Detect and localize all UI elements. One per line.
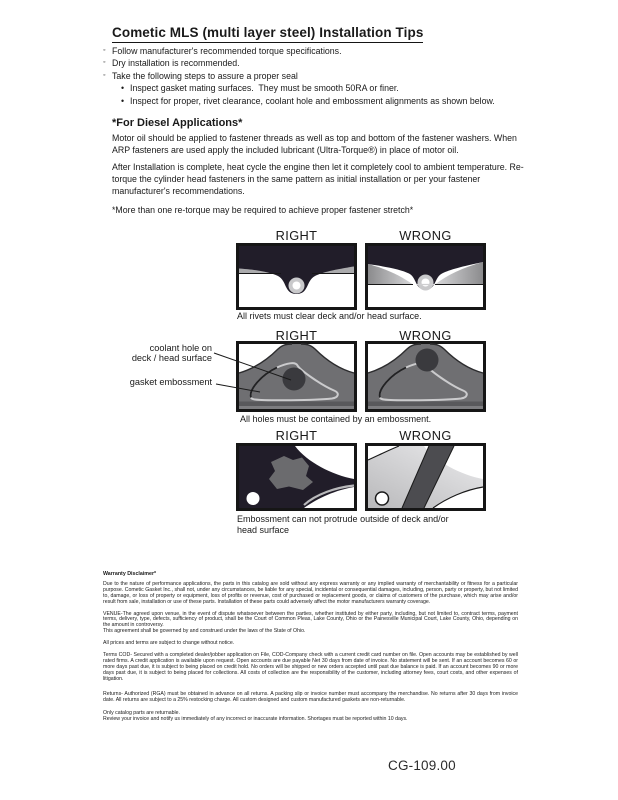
disclaimer-paragraph: VENUE-The agreed upon venue, in the event of dispute whatsoever between the parties, whether instituted by either party, including, but not limited to, contract terms, payment terms, delivery, type, defects, sufficiency of product, shall be the Court of Common Pleas, Lake County, Ohio or the Painesville Municipal Court, Lake County, Ohio, depending on the amount in controversy. [103, 610, 518, 629]
wrong-label: WRONG [399, 328, 452, 343]
right-label: RIGHT [275, 428, 318, 443]
figure-rivet-wrong [365, 243, 486, 310]
tip-text: Dry installation is recommended. [112, 58, 240, 69]
disclaimer-paragraph: Returns- Authorized (RGA) must be obtained in advance on all returns. A packing slip or invoice number must accompany the merchandise. No returns after 30 days from invoice date. All returns are subject to a 25% restocking charge. All custom designed and custom manufactured gaskets are non-returnable. [103, 690, 518, 703]
disclaimer-paragraph: Due to the nature of performance applications, the parts in this catalog are sold without any express warranty or any implied warranty of merchantability or fitness for a particular purpose. Cometic Gasket Inc., shall not, under any circumstances, be liable for any special, incidental or consequential damages, including, person, party or property, but not limited to, damage, or loss of property or equipment, loss of profits or revenue, cost of purchased or replacement goods, or claims of customers of the purchase, which may arise and/or result from sale, installation or use of these parts. Installation of these parts could adversely affect the motor manufacturers warranty coverage. [103, 580, 518, 605]
tip-text: Inspect gasket mating surfaces. They must be smooth 50RA or finer. [130, 83, 399, 94]
dot-bullet-icon: • [121, 83, 125, 94]
figure-hole-wrong [365, 341, 486, 412]
tip-text: Follow manufacturer's recommended torque specifications. [112, 46, 342, 56]
page-number: CG-109.00 [388, 758, 456, 773]
gasket-bottom-band [239, 406, 354, 409]
list-item [103, 57, 523, 69]
tip-text: Inspect for proper, rivet clearance, coolant hole and embossment alignments as shown below. [130, 95, 495, 106]
disclaimer-paragraph: This agreement shall be governed by and construed under the laws of the State of Ohio. [103, 628, 306, 635]
list-item [103, 95, 523, 107]
callout-text: coolant hole on [149, 343, 212, 353]
gasket-bottom-band [368, 406, 483, 409]
circle-bullet-icon: ◦ [103, 59, 106, 67]
right-label: RIGHT [275, 328, 318, 343]
dot-bullet-icon: • [121, 95, 125, 106]
page-title: Cometic MLS (multi layer steel) Installation Tips [112, 25, 423, 43]
callout-text: deck / head surface [131, 352, 212, 363]
circle-bullet-icon: ◦ [103, 71, 106, 79]
coolant-hole [283, 368, 306, 391]
wrong-label: WRONG [399, 228, 452, 243]
figure-caption-embossment: Embossment can not protrude outside of deck and/or head surface [237, 514, 452, 535]
figure-caption-rivets: All rivets must clear deck and/or head surface. [237, 311, 422, 321]
gasket-bottom-band [368, 402, 483, 407]
callout-gasket-embossment [96, 378, 212, 388]
figure-caption-holes: All holes must be contained by an embossment. [240, 414, 432, 424]
right-label: RIGHT [275, 228, 318, 243]
paragraph-retorque-note: *More than one re-torque may be required to achieve proper fastener stretch* [112, 205, 414, 215]
bolt-hole [247, 492, 260, 505]
disclaimer-heading: Warranty Disclaimer* [103, 571, 157, 577]
diesel-applications-heading: *For Diesel Applications* [112, 117, 243, 129]
disclaimer-paragraph: All prices and terms are subject to change without notice. [103, 640, 235, 647]
rivet-center [293, 282, 301, 290]
installation-tips-list [103, 45, 523, 107]
list-item [103, 45, 523, 57]
tip-text: Take the following steps to assure a proper seal [112, 70, 298, 81]
paragraph-motor-oil: Motor oil should be applied to fastener threads as well as top and bottom of the fastener washers. When ARP fasteners are used apply the included lubricant (Ultra-Torque®) in place of motor oil. [112, 133, 519, 156]
rivet-center [422, 279, 430, 287]
warranty-disclaimer [103, 572, 518, 723]
gasket-bottom-band [239, 402, 354, 407]
coolant-hole [416, 349, 439, 372]
disclaimer-paragraph: Terms COD- Secured with a completed dealer/jobber application on File, COD-Company check with a current credit card number on file. Open accounts may be established by well rated firms. A credit application is available upon request. Open accounts are due payable Net 30 days from date of invoice. No statement will be sent. If an account becomes 60 or more days past due, it is subject to being placed on credit hold. No orders will be shipped or new orders accepted until past due balance is paid. If an account becomes 90 or more days past due, it is subject to being placed for collections. All costs of collection are the responsibility of the customer, including attorney fees, court costs, and other expenses of litigation. [103, 652, 518, 682]
figure-rivet-right [236, 243, 357, 310]
bolt-hole [376, 492, 389, 505]
disclaimer-paragraph: Only catalog parts are returnable. [103, 710, 180, 717]
list-item [103, 70, 523, 82]
circle-bullet-icon: ◦ [103, 47, 106, 54]
paragraph-heat-cycle: After Installation is complete, heat cycle the engine then let it completely cool to ambient temperature. Re-torque the cylinder head fasteners in the same pattern as initial installation or per your fastener manufacturer's recommendations. [112, 162, 524, 197]
figure-embossment-wrong [365, 443, 486, 511]
figure-hole-right [236, 341, 357, 412]
list-item [103, 82, 523, 94]
callout-text: gasket embossment [129, 377, 212, 387]
callout-coolant-hole [96, 344, 212, 364]
disclaimer-paragraph: Review your invoice and notify us immediately of any incorrect or inaccurate information. Shortages must be reported within 10 days. [103, 716, 408, 723]
wrong-label: WRONG [399, 428, 452, 443]
figure-embossment-right [236, 443, 357, 511]
